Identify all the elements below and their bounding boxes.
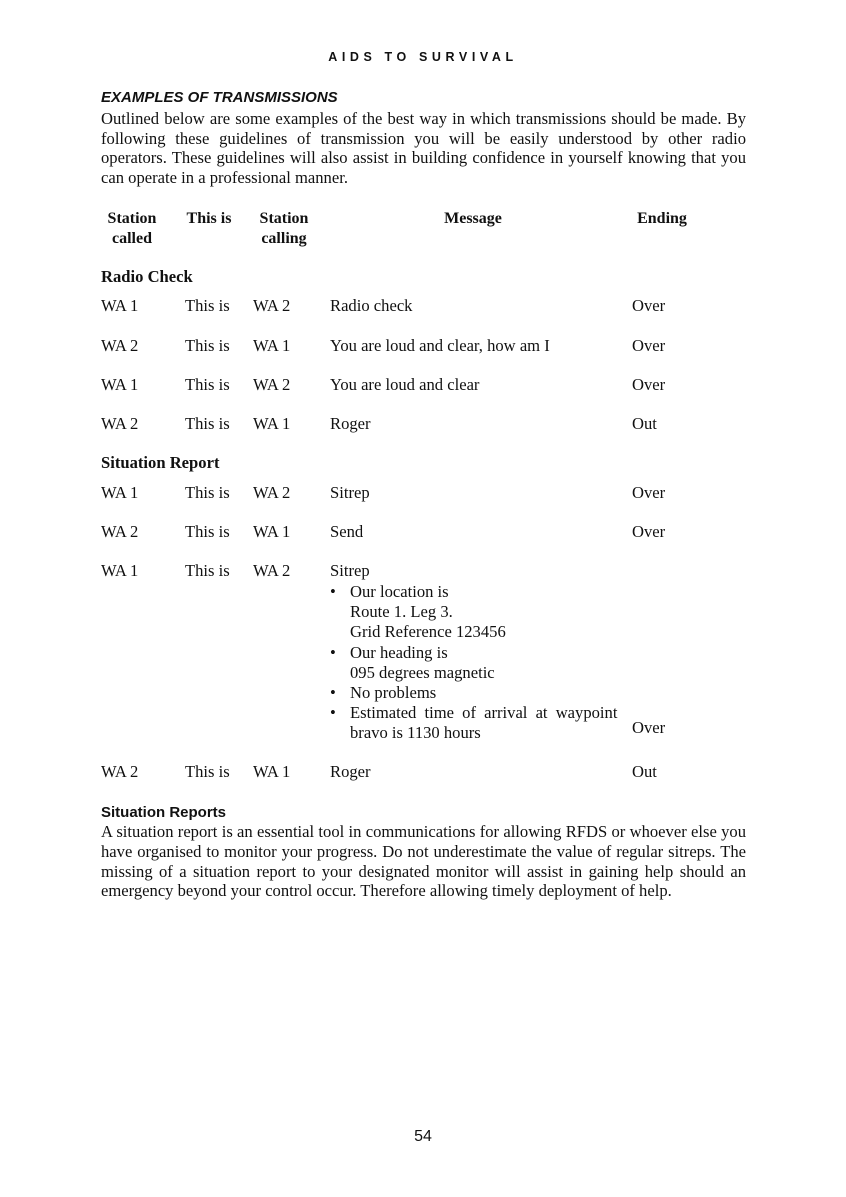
header-line: Station	[259, 210, 309, 227]
cell-message: You are loud and clear	[330, 375, 480, 394]
cell-message: Roger	[330, 762, 371, 781]
cell-station-called: WA 2	[101, 414, 139, 433]
cell-station-called: WA 1	[101, 375, 139, 394]
bullet-line: 095 degrees magnetic	[350, 662, 495, 682]
header-ending: Ending	[637, 210, 687, 227]
bullet-line: • Estimated time of arrival at waypoint	[350, 703, 618, 723]
bullet-line: Route 1. Leg 3.	[350, 602, 453, 622]
header-line: calling	[261, 230, 307, 247]
cell-message: Radio check	[330, 296, 413, 315]
cell-station-calling: WA 1	[253, 336, 291, 355]
intro-paragraph: Outlined below are some examples of the best way in which transmissions should be made. By following these guidelines of transmission you will be easily understood by other radio operators. These guidelines will also assist in building confidence in yourself knowing that you can operate in a professional manner.	[101, 109, 746, 187]
sub-title: Situation Reports	[101, 804, 227, 821]
cell-station-called: WA 1	[101, 483, 139, 502]
cell-station-calling: WA 2	[253, 296, 291, 315]
cell-message: Roger	[330, 414, 371, 433]
cell-station-calling: WA 1	[253, 522, 291, 541]
cell-this-is: This is	[185, 296, 230, 315]
running-head: AIDS TO SURVIVAL	[328, 50, 518, 64]
cell-station-called: WA 1	[101, 561, 139, 580]
cell-station-called: WA 1	[101, 296, 139, 315]
cell-station-calling: WA 1	[253, 762, 291, 781]
page-number: 54	[414, 1128, 432, 1145]
group-title-radio-check: Radio Check	[101, 267, 193, 286]
group-title-situation-report: Situation Report	[101, 453, 220, 472]
cell-this-is: This is	[185, 561, 230, 580]
cell-ending: Out	[632, 414, 657, 433]
bullet-line: • No problems	[350, 683, 437, 703]
section-title: EXAMPLES OF TRANSMISSIONS	[101, 89, 338, 106]
header-station-called	[101, 209, 163, 249]
bullet-item	[330, 703, 630, 743]
cell-station-calling: WA 2	[253, 375, 291, 394]
bullet-line: • Our location is	[350, 582, 449, 601]
cell-this-is: This is	[185, 375, 230, 394]
header-station-calling	[254, 209, 314, 249]
cell-ending: Over	[632, 483, 666, 502]
bullet-item	[330, 683, 630, 703]
header-message: Message	[444, 210, 502, 227]
cell-this-is: This is	[185, 762, 230, 781]
header-line: Station	[107, 210, 157, 227]
bullet-item	[330, 582, 630, 643]
bullet-line: bravo is 1130 hours	[350, 723, 481, 743]
cell-station-calling: WA 2	[253, 561, 291, 580]
sitrep-bullet-list	[330, 582, 630, 744]
cell-station-called: WA 2	[101, 522, 139, 541]
cell-station-called: WA 2	[101, 336, 139, 355]
cell-this-is: This is	[185, 414, 230, 433]
cell-message: You are loud and clear, how am I	[330, 336, 550, 355]
cell-station-calling: WA 2	[253, 483, 291, 502]
cell-message: Send	[330, 522, 364, 541]
closing-paragraph: A situation report is an essential tool in communications for allowing RFDS or whoever else you have organised to monitor your progress. Do not underestimate the value of regular sitreps. The missing of a situation report to your designated monitor will assist in gaining help should an emergency beyond your control occur. Therefore allowing timely deployment of help.	[101, 822, 746, 901]
bullet-item	[330, 643, 630, 683]
cell-ending: Over	[632, 522, 666, 541]
cell-ending: Over	[632, 375, 666, 394]
cell-this-is: This is	[185, 483, 230, 502]
header-this-is: This is	[186, 210, 232, 227]
cell-this-is: This is	[185, 522, 230, 541]
cell-station-calling: WA 1	[253, 414, 291, 433]
cell-this-is: This is	[185, 336, 230, 355]
cell-ending: Out	[632, 762, 657, 781]
header-line: called	[112, 230, 152, 247]
cell-ending: Over	[632, 718, 666, 737]
cell-ending: Over	[632, 296, 666, 315]
cell-station-called: WA 2	[101, 762, 139, 781]
cell-ending: Over	[632, 336, 666, 355]
cell-message: Sitrep	[330, 483, 370, 502]
cell-message: Sitrep	[330, 561, 370, 580]
bullet-line: • Our heading is	[350, 642, 448, 662]
bullet-line: Grid Reference 123456	[350, 622, 506, 642]
